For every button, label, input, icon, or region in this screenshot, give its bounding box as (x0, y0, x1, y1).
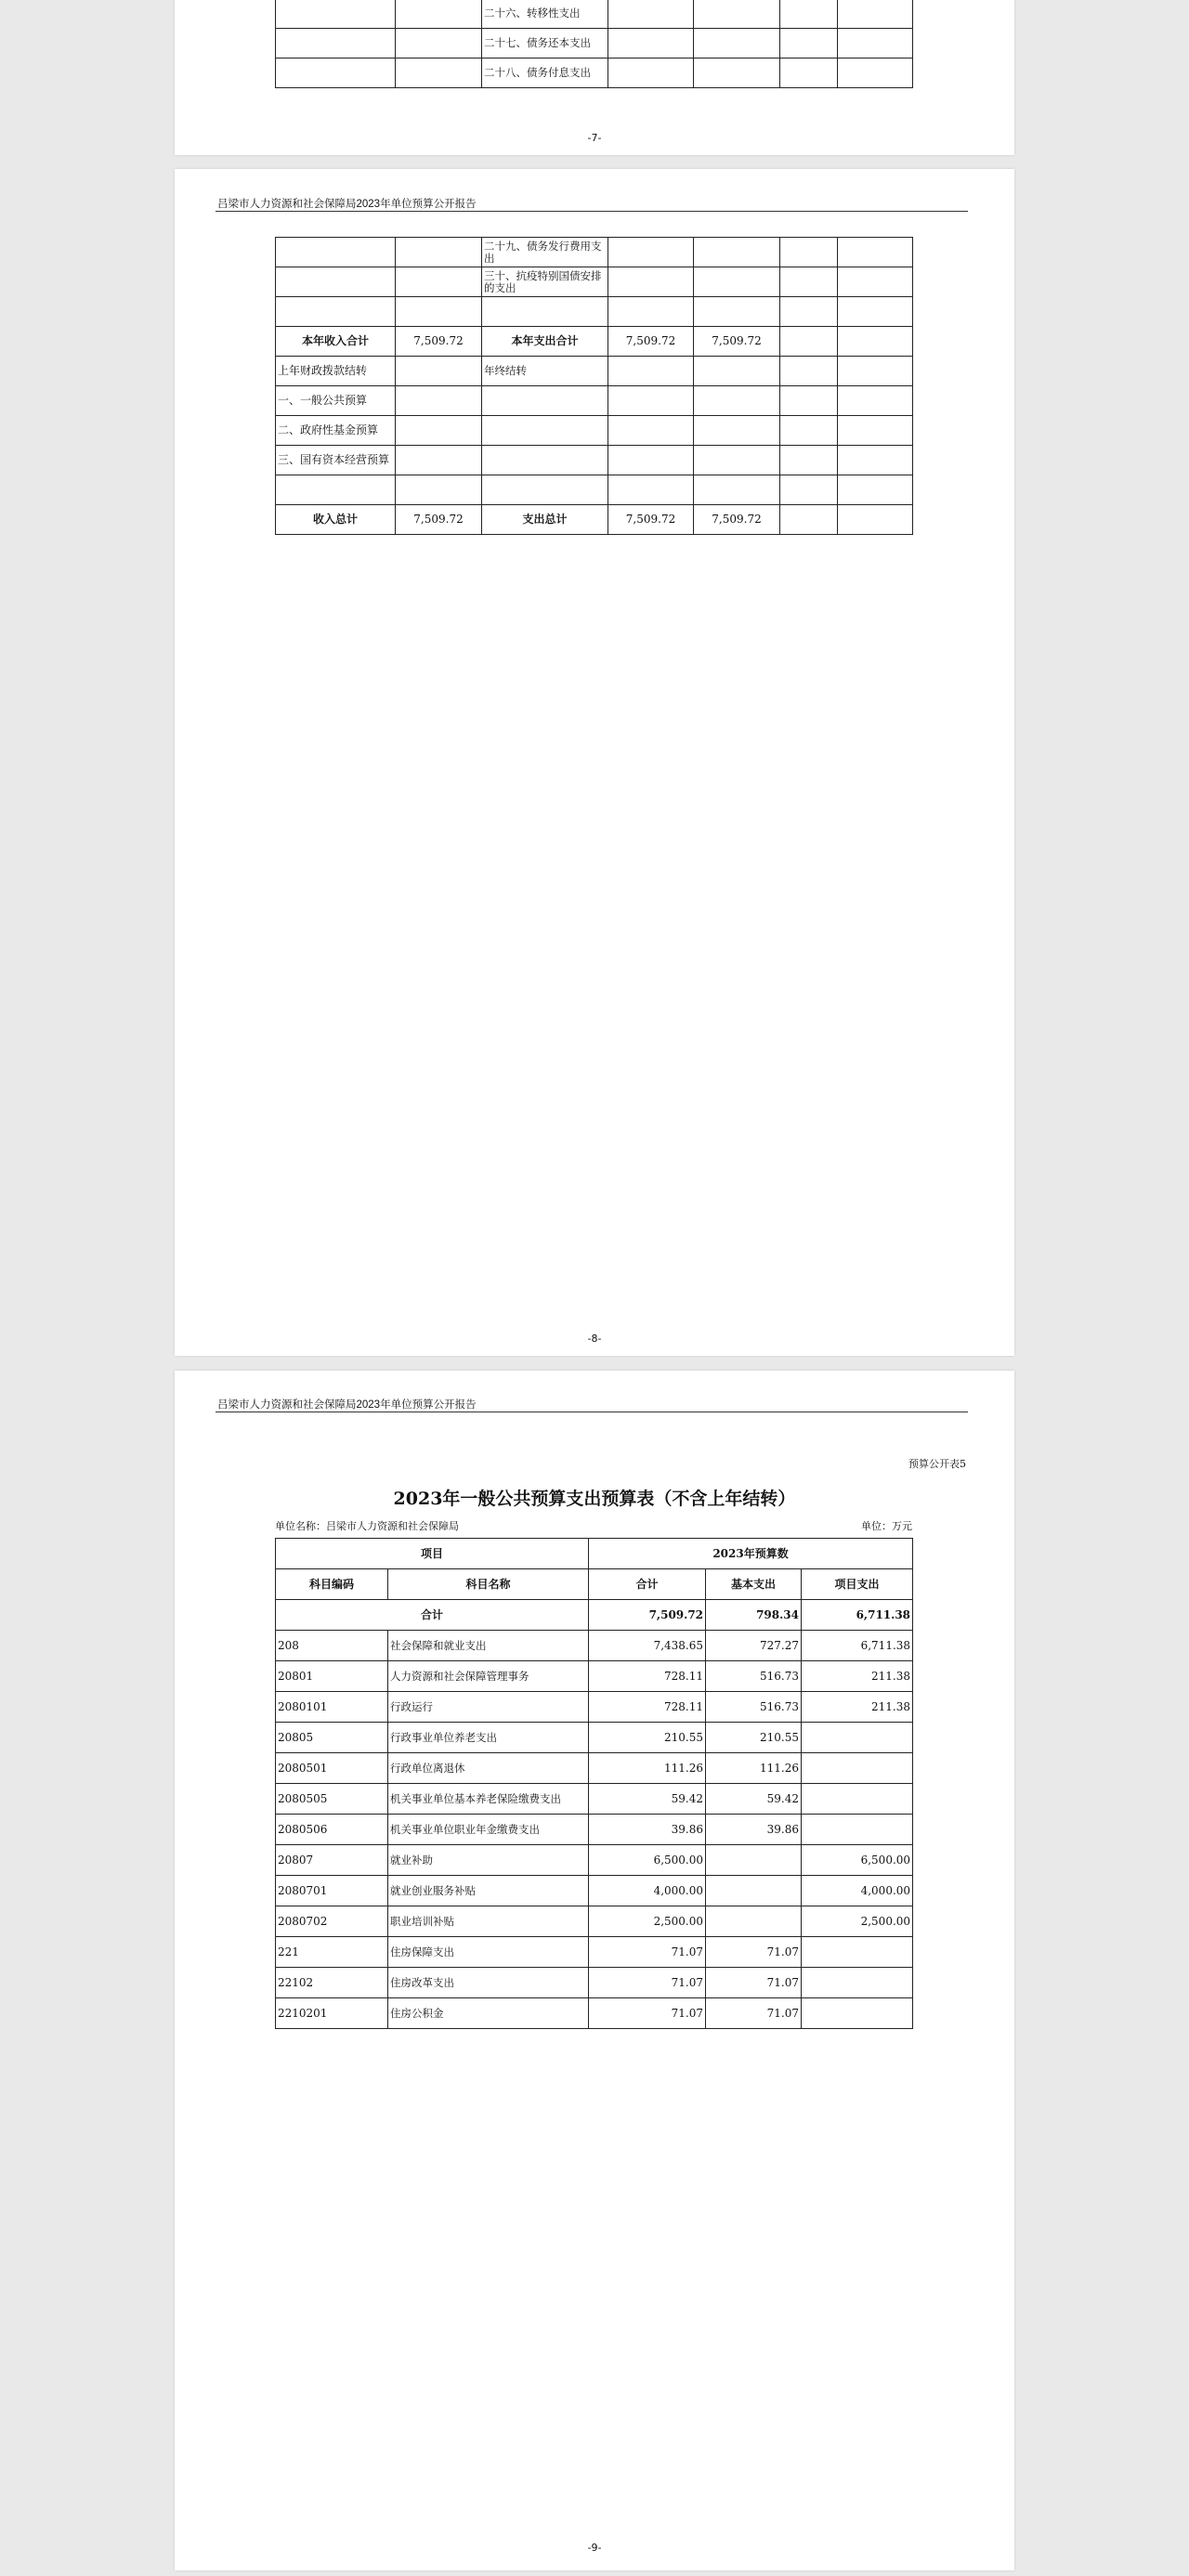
cell-total: 4,000.00 (589, 1876, 706, 1906)
page-7 (175, 0, 1014, 155)
table-cell: 7,509.72 (694, 327, 780, 357)
header-budget: 2023年预算数 (589, 1539, 913, 1569)
table-cell (276, 238, 396, 267)
cell-basic: 71.07 (706, 1968, 802, 1998)
table-cell: 二、政府性基金预算 (276, 416, 396, 446)
cell-total: 39.86 (589, 1815, 706, 1845)
cell-name: 行政事业单位养老支出 (388, 1723, 589, 1753)
page-8 (175, 169, 1014, 1356)
table-cell (780, 416, 838, 446)
table-cell (608, 238, 694, 267)
cell-name: 就业创业服务补贴 (388, 1876, 589, 1906)
table-cell: 7,509.72 (608, 327, 694, 357)
cell-basic (706, 1845, 802, 1876)
cell-basic: 71.07 (706, 1937, 802, 1968)
cell-code: 20807 (276, 1845, 388, 1876)
table-cell (396, 357, 482, 386)
table-row (276, 1661, 913, 1692)
table-cell (780, 327, 838, 357)
report-header: 吕梁市人力资源和社会保障局2023年单位预算公开报告 (217, 199, 477, 210)
cell-project (802, 1784, 913, 1815)
table-cell (608, 59, 694, 88)
unit-name: 单位名称：吕梁市人力资源和社会保障局 (275, 1520, 459, 1532)
table-row (276, 238, 913, 267)
table-cell (838, 416, 913, 446)
table-row (276, 297, 913, 327)
table-row (276, 1784, 913, 1815)
cell-name: 社会保障和就业支出 (388, 1631, 589, 1661)
table-cell (838, 475, 913, 505)
cell-project (802, 1723, 913, 1753)
table-cell (694, 475, 780, 505)
page8-table (275, 237, 913, 535)
total-row-label: 合计 (276, 1600, 589, 1631)
cell-code: 2080101 (276, 1692, 388, 1723)
table-cell: 本年收入合计 (276, 327, 396, 357)
table-cell (838, 386, 913, 416)
table-row (276, 386, 913, 416)
cell-code: 208 (276, 1631, 388, 1661)
table-cell: 二十九、债务发行费用支出 (482, 238, 608, 267)
table-cell (482, 475, 608, 505)
table-cell (694, 297, 780, 327)
col-basic: 基本支出 (706, 1569, 802, 1600)
table-cell (694, 238, 780, 267)
table-cell (838, 357, 913, 386)
table-row (276, 1753, 913, 1784)
total-row-project: 6,711.38 (802, 1600, 913, 1631)
table-cell (838, 29, 913, 59)
table-cell (276, 297, 396, 327)
table-cell (396, 446, 482, 475)
table-cell: 上年财政拨款结转 (276, 357, 396, 386)
table-cell (482, 416, 608, 446)
col-name: 科目名称 (388, 1569, 589, 1600)
cell-project: 6,711.38 (802, 1631, 913, 1661)
table-cell (276, 267, 396, 297)
table-cell (396, 59, 482, 88)
table-cell (482, 446, 608, 475)
table-cell (608, 0, 694, 29)
table-cell: 二十八、债务付息支出 (482, 59, 608, 88)
cell-total: 7,438.65 (589, 1631, 706, 1661)
table-cell (608, 29, 694, 59)
page-number: -8- (587, 1333, 602, 1345)
table-cell (482, 297, 608, 327)
col-project: 项目支出 (802, 1569, 913, 1600)
report-header: 吕梁市人力资源和社会保障局2023年单位预算公开报告 (217, 1399, 477, 1411)
cell-basic: 516.73 (706, 1692, 802, 1723)
cell-name: 机关事业单位职业年金缴费支出 (388, 1815, 589, 1845)
cell-total: 71.07 (589, 1937, 706, 1968)
table-row (276, 1692, 913, 1723)
cell-total: 728.11 (589, 1692, 706, 1723)
table-row (276, 505, 913, 535)
cell-basic: 516.73 (706, 1661, 802, 1692)
table-cell (838, 59, 913, 88)
cell-code: 2210201 (276, 1998, 388, 2029)
header-item: 项目 (276, 1539, 589, 1569)
table-cell (276, 0, 396, 29)
table-cell (396, 29, 482, 59)
table-cell: 三、国有资本经营预算 (276, 446, 396, 475)
cell-code: 20805 (276, 1723, 388, 1753)
table-row (276, 1723, 913, 1753)
table-cell (694, 59, 780, 88)
table-cell (694, 386, 780, 416)
header-rule (216, 211, 968, 212)
col-code: 科目编码 (276, 1569, 388, 1600)
table-cell (694, 416, 780, 446)
cell-name: 住房保障支出 (388, 1937, 589, 1968)
table-cell (780, 267, 838, 297)
table-cell (780, 238, 838, 267)
table-cell (276, 59, 396, 88)
table-cell (780, 357, 838, 386)
unit-label: 单位：万元 (861, 1520, 912, 1532)
col-total: 合计 (589, 1569, 706, 1600)
cell-basic: 210.55 (706, 1723, 802, 1753)
table-cell (780, 386, 838, 416)
cell-project (802, 1815, 913, 1845)
cell-name: 就业补助 (388, 1845, 589, 1876)
table-cell: 支出总计 (482, 505, 608, 535)
cell-code: 2080506 (276, 1815, 388, 1845)
cell-project (802, 1753, 913, 1784)
cell-total: 111.26 (589, 1753, 706, 1784)
cell-name: 行政运行 (388, 1692, 589, 1723)
cell-total: 2,500.00 (589, 1906, 706, 1937)
table-cell: 7,509.72 (608, 505, 694, 535)
cell-project: 211.38 (802, 1692, 913, 1723)
cell-code: 22102 (276, 1968, 388, 1998)
page-number: -7- (587, 132, 602, 144)
table-cell (838, 0, 913, 29)
page7-table (275, 0, 913, 88)
cell-project (802, 1937, 913, 1968)
table-cell: 二十六、转移性支出 (482, 0, 608, 29)
cell-project (802, 1968, 913, 1998)
cell-name: 机关事业单位基本养老保险缴费支出 (388, 1784, 589, 1815)
table-cell (608, 267, 694, 297)
cell-basic: 111.26 (706, 1753, 802, 1784)
table-row (276, 1876, 913, 1906)
cell-code: 2080701 (276, 1876, 388, 1906)
table-cell (838, 267, 913, 297)
table-cell (780, 505, 838, 535)
table-row (276, 1998, 913, 2029)
table-cell (396, 297, 482, 327)
cell-code: 2080702 (276, 1906, 388, 1937)
cell-project: 2,500.00 (802, 1906, 913, 1937)
table-row (276, 1968, 913, 1998)
table-cell (694, 446, 780, 475)
table-row (276, 267, 913, 297)
table-cell (396, 0, 482, 29)
cell-name: 行政单位离退休 (388, 1753, 589, 1784)
table-cell (694, 0, 780, 29)
table-cell: 三十、抗疫特别国债安排的支出 (482, 267, 608, 297)
table-cell: 收入总计 (276, 505, 396, 535)
cell-code: 221 (276, 1937, 388, 1968)
cell-basic (706, 1876, 802, 1906)
table-cell (608, 297, 694, 327)
table-cell (276, 475, 396, 505)
table-cell (608, 475, 694, 505)
page-number: -9- (587, 2542, 602, 2554)
table-cell (396, 238, 482, 267)
table-row (276, 357, 913, 386)
table-row (276, 29, 913, 59)
table-cell (838, 327, 913, 357)
cell-project: 4,000.00 (802, 1876, 913, 1906)
table-cell (608, 446, 694, 475)
cell-basic: 71.07 (706, 1998, 802, 2029)
table-cell: 7,509.72 (396, 505, 482, 535)
table-cell: 本年支出合计 (482, 327, 608, 357)
cell-code: 20801 (276, 1661, 388, 1692)
table-cell: 二十七、债务还本支出 (482, 29, 608, 59)
cell-name: 住房公积金 (388, 1998, 589, 2029)
cell-basic: 39.86 (706, 1815, 802, 1845)
cell-code: 2080505 (276, 1784, 388, 1815)
table-cell (396, 416, 482, 446)
table-row (276, 327, 913, 357)
table-cell: 年终结转 (482, 357, 608, 386)
total-row-total: 7,509.72 (589, 1600, 706, 1631)
table-cell (838, 446, 913, 475)
budget-table (275, 1538, 913, 2029)
total-row-basic: 798.34 (706, 1600, 802, 1631)
table-cell (694, 29, 780, 59)
table-cell (396, 475, 482, 505)
table-cell (396, 267, 482, 297)
table-cell (276, 29, 396, 59)
table-cell (780, 0, 838, 29)
cell-name: 职业培训补贴 (388, 1906, 589, 1937)
table-cell (608, 357, 694, 386)
table-cell (780, 475, 838, 505)
table-cell: 一、一般公共预算 (276, 386, 396, 416)
table-row (276, 0, 913, 29)
cell-total: 6,500.00 (589, 1845, 706, 1876)
table-cell: 7,509.72 (694, 505, 780, 535)
cell-project: 6,500.00 (802, 1845, 913, 1876)
cell-name: 住房改革支出 (388, 1968, 589, 1998)
table-cell (838, 297, 913, 327)
page-9 (175, 1371, 1014, 2570)
cell-name: 人力资源和社会保障管理事务 (388, 1661, 589, 1692)
table-cell (608, 386, 694, 416)
cell-total: 71.07 (589, 1968, 706, 1998)
cell-basic: 59.42 (706, 1784, 802, 1815)
table-title: 2023年一般公共预算支出预算表（不含上年结转） (393, 1489, 796, 1509)
cell-basic (706, 1906, 802, 1937)
table-cell (780, 29, 838, 59)
table-cell: 7,509.72 (396, 327, 482, 357)
table-row (276, 1631, 913, 1661)
cell-project (802, 1998, 913, 2029)
cell-code: 2080501 (276, 1753, 388, 1784)
table-row (276, 416, 913, 446)
table-cell (694, 267, 780, 297)
table-tag: 预算公开表5 (908, 1458, 966, 1470)
table-cell (396, 386, 482, 416)
table-row (276, 446, 913, 475)
table-cell (482, 386, 608, 416)
table-cell (694, 357, 780, 386)
table-row (276, 1937, 913, 1968)
cell-total: 210.55 (589, 1723, 706, 1753)
table-row (276, 59, 913, 88)
table-cell (780, 59, 838, 88)
table-row (276, 475, 913, 505)
cell-project: 211.38 (802, 1661, 913, 1692)
table-cell (608, 416, 694, 446)
table-cell (838, 238, 913, 267)
table-row (276, 1906, 913, 1937)
table-row (276, 1845, 913, 1876)
table-row (276, 1815, 913, 1845)
table-cell (780, 446, 838, 475)
table-cell (838, 505, 913, 535)
cell-total: 71.07 (589, 1998, 706, 2029)
cell-basic: 727.27 (706, 1631, 802, 1661)
cell-total: 59.42 (589, 1784, 706, 1815)
cell-total: 728.11 (589, 1661, 706, 1692)
table-cell (780, 297, 838, 327)
